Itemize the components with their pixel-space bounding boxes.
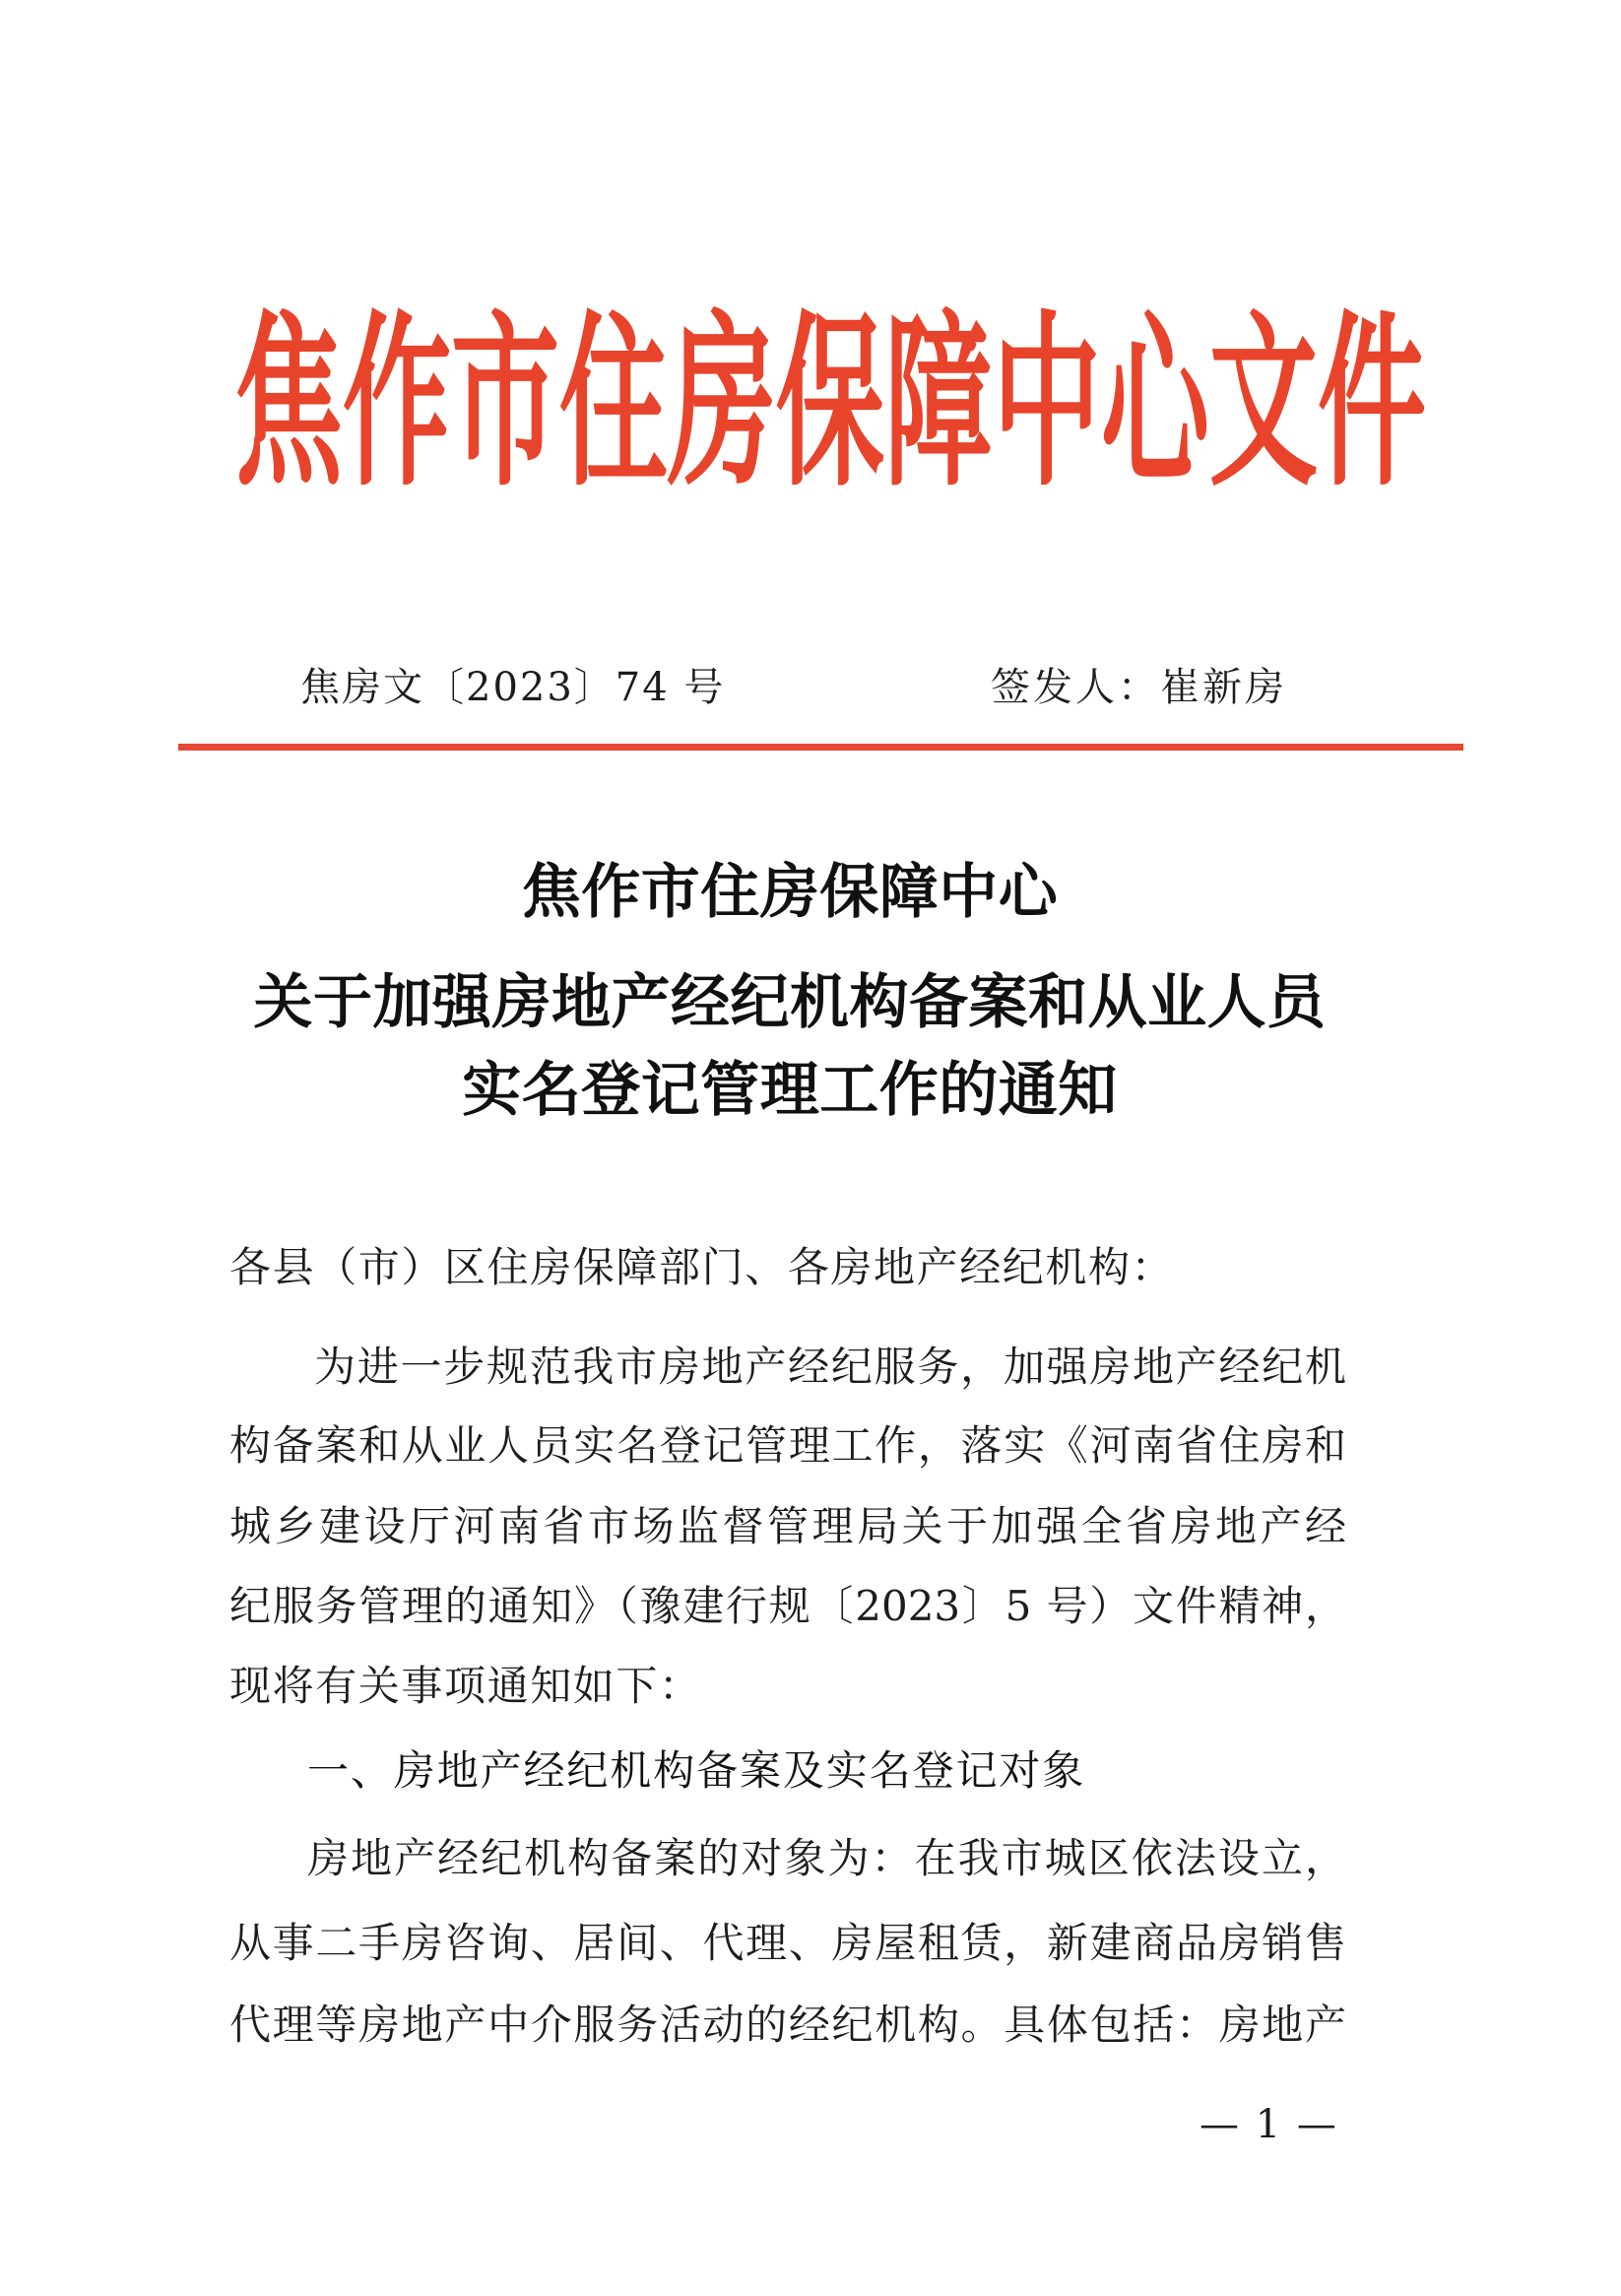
section-1-heading: 一、房地产经纪机构备案及实名登记对象 — [307, 1746, 1086, 1795]
masthead-title: 焦作市住房保障中心文件 — [234, 293, 1426, 512]
paragraph-2-line: 从事二手房咨询、居间、代理、房屋租赁，新建商品房销售 — [229, 1919, 1346, 1967]
document-title-line-3: 实名登记管理工作的通知 — [462, 1056, 1118, 1125]
page-number: — 1 — — [1200, 2102, 1338, 2147]
document-title-line-1: 焦作市住房保障中心 — [521, 858, 1059, 927]
salutation: 各县（市）区住房保障部门、各房地产经纪机构： — [229, 1243, 1175, 1291]
paragraph-2-line: 房地产经纪机构备案的对象为：在我市城区依法设立， — [307, 1834, 1346, 1882]
red-divider-rule — [178, 744, 1463, 751]
signer: 签发人：崔新房 — [991, 665, 1287, 710]
document-number: 焦房文〔2023〕74 号 — [300, 665, 726, 710]
paragraph-1-line: 为进一步规范我市房地产经纪服务，加强房地产经纪机 — [314, 1343, 1346, 1391]
paragraph-1-line: 城乡建设厅河南省市场监督管理局关于加强全省房地产经 — [229, 1502, 1346, 1550]
document-title-line-2: 关于加强房地产经纪机构备案和从业人员 — [253, 968, 1327, 1037]
paragraph-1-line: 纪服务管理的通知》（豫建行规〔2023〕5 号）文件精神， — [229, 1582, 1346, 1630]
paragraph-2-line: 代理等房地产中介服务活动的经纪机构。具体包括：房地产 — [229, 2001, 1346, 2049]
paragraph-1-line: 现将有关事项通知如下： — [229, 1662, 702, 1710]
paragraph-1-line: 构备案和从业人员实名登记管理工作，落实《河南省住房和 — [229, 1421, 1346, 1470]
